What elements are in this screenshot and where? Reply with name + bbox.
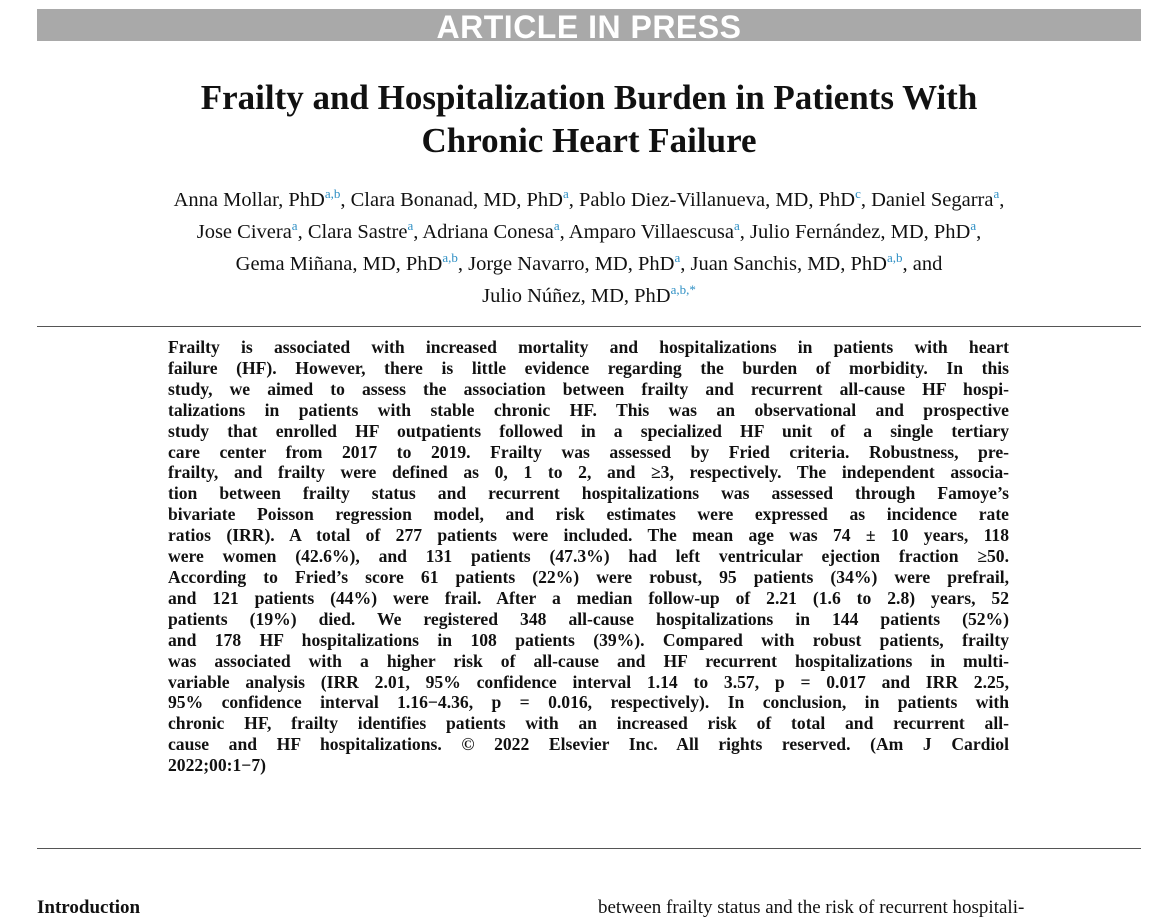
author-separator: ,	[568, 189, 580, 211]
author-name: Julio Núñez, MD, PhD	[482, 285, 671, 307]
author-name: Julio Fernández, MD, PhD	[750, 221, 971, 243]
affiliation-link[interactable]: a,b	[442, 250, 458, 265]
author-name: Adriana Conesa	[422, 221, 554, 243]
affiliation-link[interactable]: a,b	[324, 186, 341, 201]
abstract-line: Frailty is associated with increased mortality and hospitalizations in patients with heart	[168, 337, 1009, 357]
author-separator: ,	[739, 221, 750, 243]
author-separator: ,	[976, 221, 982, 243]
author-separator: ,	[413, 221, 423, 243]
abstract-line: and 178 HF hospitalizations in 108 patients (39%). Compared with robust patients, frailty	[168, 629, 1009, 650]
author-name: Daniel Segarra	[871, 189, 994, 211]
author-name: Amparo Villaescusa	[568, 221, 734, 243]
section-heading-partial: Introduction	[37, 897, 141, 918]
author-line	[37, 248, 1141, 280]
abstract-line: According to Fried’s score 61 patients (22%) were robust, 95 patients (34%) were prefrail,	[168, 566, 1009, 587]
affiliation-link[interactable]: a	[291, 218, 298, 233]
author-name: Jose Civera	[196, 221, 292, 243]
affiliation-link[interactable]: a	[563, 186, 569, 201]
abstract-line: frailty, and frailty were defined as 0, 1 to 2, and ≥3, respectively. The independent associa-	[168, 462, 1009, 483]
abstract-line: chronic HF, frailty identifies patients with an increased risk of total and recurrent all-	[168, 713, 1009, 734]
abstract-line: talizations in patients with stable chronic HF. This was an observational and prospective	[168, 399, 1009, 420]
affiliation-link[interactable]: a,b	[886, 250, 903, 265]
author-name: Jorge Navarro, MD, PhD	[468, 253, 675, 275]
author-separator: ,	[999, 189, 1005, 211]
author-line	[37, 280, 1141, 312]
abstract-line: variable analysis (IRR 2.01, 95% confidence interval 1.14 to 3.57, p = 0.017 and IRR 2.25,	[168, 671, 1009, 692]
article-title	[37, 76, 1141, 162]
abstract-line: 2022;00:1−7)	[168, 755, 266, 776]
banner-text: ARTICLE IN PRESS	[436, 9, 742, 41]
author-line	[37, 184, 1141, 216]
title-line: Chronic Heart Failure	[421, 121, 757, 160]
author-list	[37, 184, 1141, 312]
abstract-line: tion between frailty status and recurrent hospitalizations was assessed through Famoye’s	[168, 483, 1009, 504]
abstract-line: study, we aimed to assess the association between frailty and recurrent all-cause HF hospi-	[168, 378, 1009, 399]
author-name: Clara Sastre	[307, 221, 408, 243]
author-name: Gema Miñana, MD, PhD	[235, 253, 443, 275]
abstract-line: ratios (IRR). A total of 277 patients were included. The mean age was 74 ± 10 years, 118	[168, 525, 1009, 546]
abstract-line: cause and HF hospitalizations. © 2022 Elsevier Inc. All rights reserved. (Am J Cardiol	[168, 734, 1009, 755]
title-line: Frailty and Hospitalization Burden in Patients With	[200, 78, 978, 117]
abstract-line: was associated with a higher risk of all-cause and HF recurrent hospitalizations in multi-	[168, 650, 1009, 671]
author-separator: ,	[457, 253, 469, 275]
article-in-press-banner	[37, 9, 1141, 41]
affiliation-link[interactable]: c	[855, 186, 861, 201]
abstract	[168, 337, 1009, 776]
abstract-line: study that enrolled HF outpatients followed in a specialized HF unit of a single tertiary	[168, 420, 1009, 441]
abstract-line: 95% confidence interval 1.16−4.36, p = 0.016, respectively). In conclusion, in patients with	[168, 692, 1009, 713]
abstract-line: care center from 2017 to 2019. Frailty was assessed by Fried criteria. Robustness, pre-	[168, 441, 1009, 462]
abstract-bottom-divider	[37, 848, 1141, 849]
author-separator: ,	[559, 221, 569, 243]
abstract-line: failure (HF). However, there is little evidence regarding the burden of morbidity. In this	[168, 357, 1009, 378]
body-text-partial: between frailty status and the risk of recurrent hospitali-	[598, 897, 1025, 918]
affiliation-link[interactable]: a	[674, 250, 681, 265]
author-line	[37, 216, 1141, 248]
author-separator: ,	[340, 189, 351, 211]
affiliation-link[interactable]: a	[407, 218, 414, 233]
abstract-line: and 121 patients (44%) were frail. After a median follow-up of 2.21 (1.6 to 2.8) years, 52	[168, 587, 1009, 608]
author-separator: , and	[902, 253, 943, 275]
affiliation-link[interactable]: a	[993, 186, 1000, 201]
affiliation-link[interactable]: a	[553, 218, 560, 233]
author-name: Juan Sanchis, MD, PhD	[690, 253, 887, 275]
author-name: Anna Mollar, PhD	[173, 189, 325, 211]
abstract-line: were women (42.6%), and 131 patients (47.3%) had left ventricular ejection fraction ≥50.	[168, 546, 1009, 567]
author-name: Clara Bonanad, MD, PhD	[350, 189, 563, 211]
affiliation-link[interactable]: a,b,*	[670, 282, 696, 297]
author-separator: ,	[680, 253, 691, 275]
affiliation-link[interactable]: a	[970, 218, 977, 233]
abstract-line: patients (19%) died. We registered 348 all-cause hospitalizations in 144 patients (52%)	[168, 608, 1009, 629]
abstract-line: bivariate Poisson regression model, and risk estimates were expressed as incidence rate	[168, 504, 1009, 525]
abstract-top-divider	[37, 326, 1141, 327]
author-separator: ,	[297, 221, 308, 243]
author-separator: ,	[860, 189, 872, 211]
affiliation-link[interactable]: a	[733, 218, 740, 233]
author-name: Pablo Diez-Villanueva, MD, PhD	[579, 189, 856, 211]
